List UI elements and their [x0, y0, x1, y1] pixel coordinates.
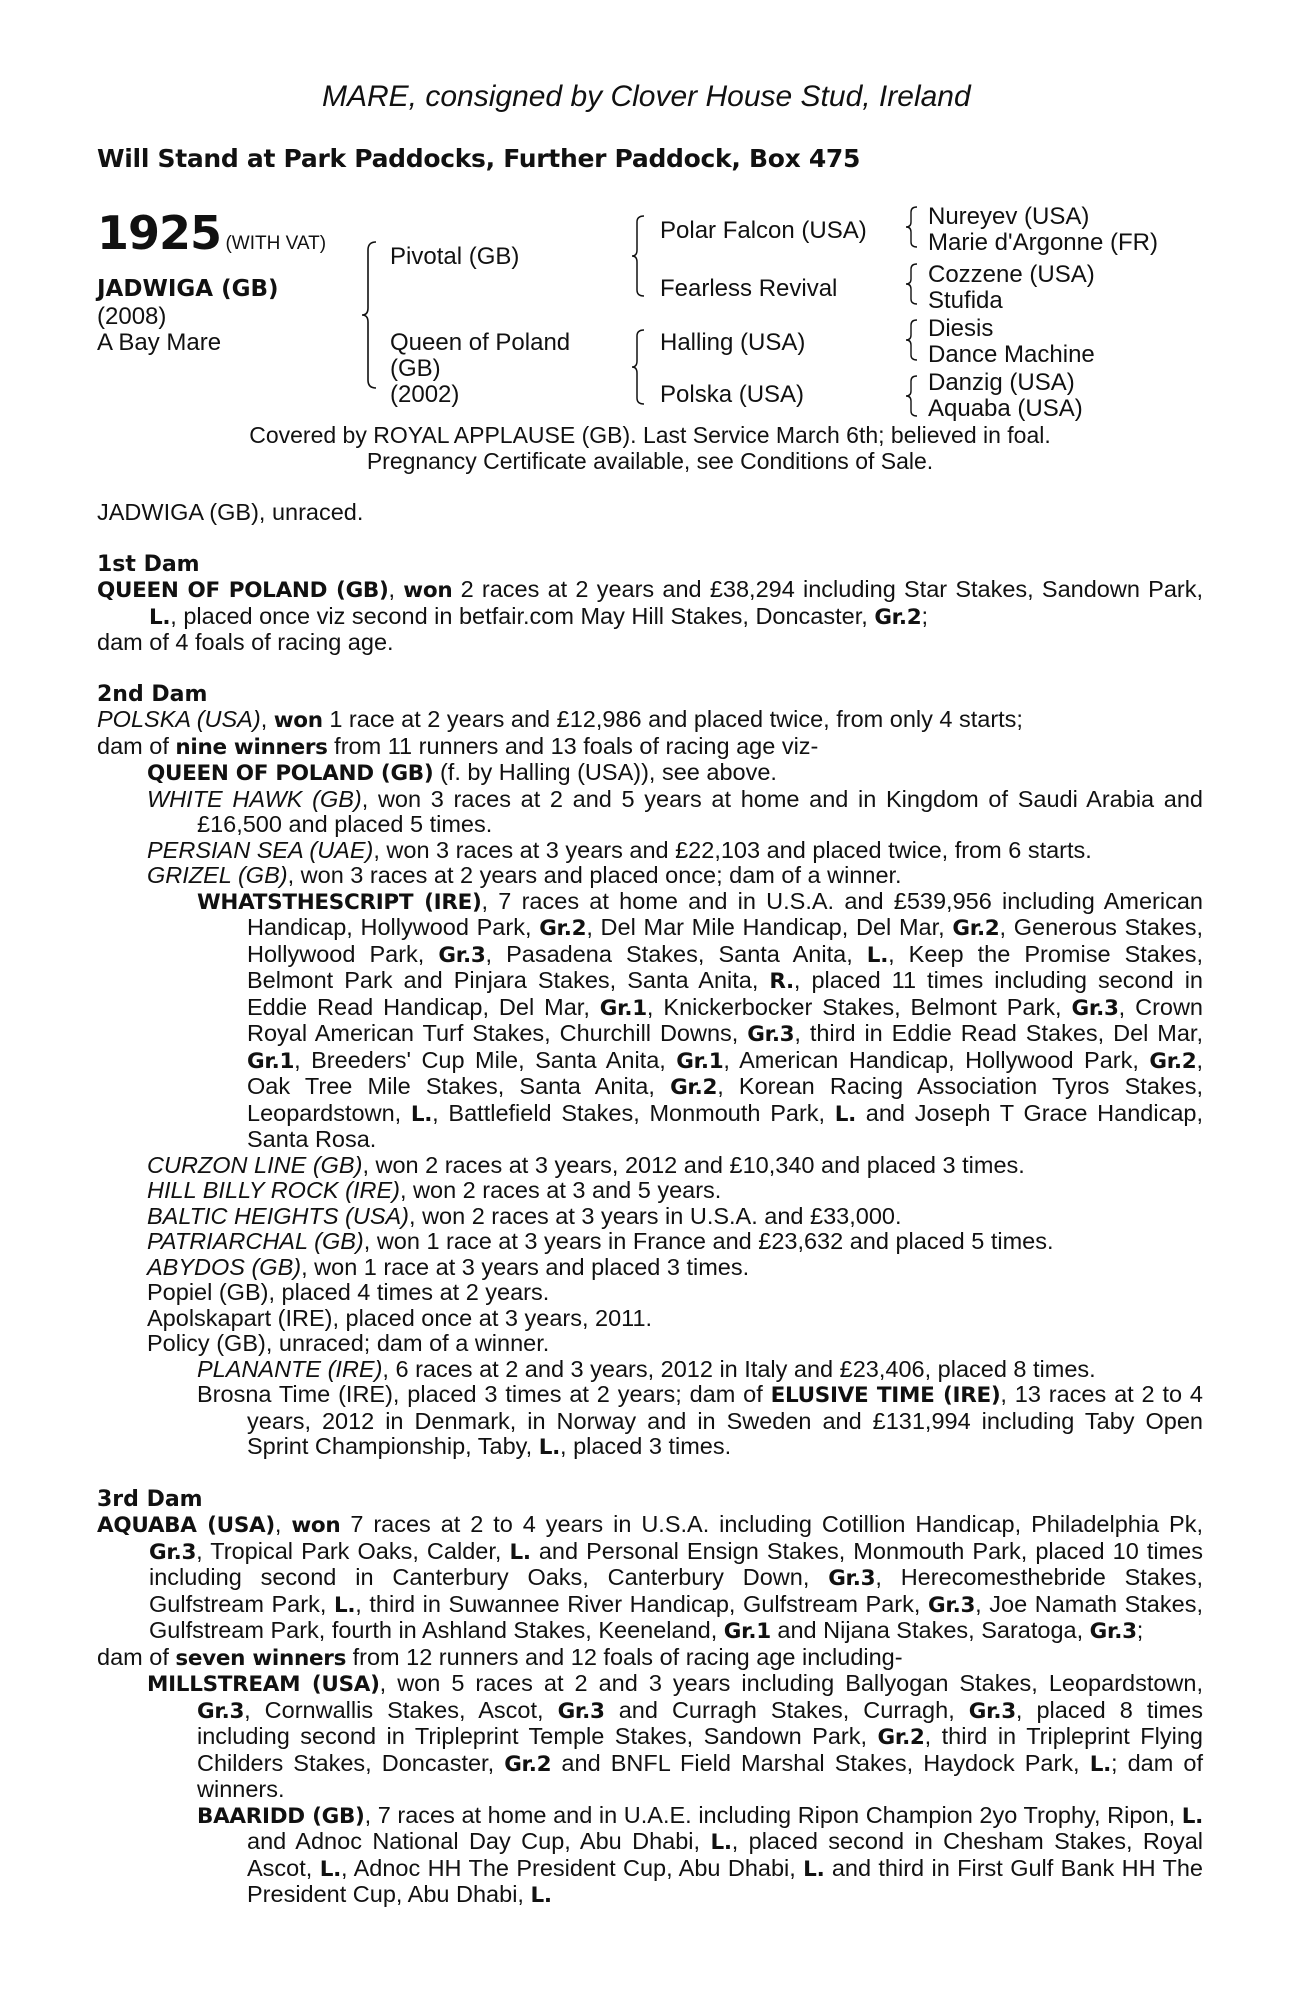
second-dam-record: POLSKA (USA), won 1 race at 2 years and £12,986 and placed twice, from only 4 starts; — [97, 706, 1023, 733]
pedigree-dam-line2: (GB) — [390, 355, 441, 382]
vat-label: (WITH VAT) — [225, 233, 327, 254]
pedigree-brace-ds — [904, 318, 920, 362]
first-dam-paragraph: QUEEN OF POLAND (GB), won 2 races at 2 years and £38,294 including Star Stakes, Sandown Park, L., placed once viz second in betfair.com May Hill Stakes, Doncaster, Gr.2; — [97, 576, 1203, 630]
list-item: MILLSTREAM (USA), won 5 races at 2 and 3 years including Ballyogan Stakes, Leopardstown, Gr.3, Cornwallis Stakes, Ascot, Gr.3 and Curragh Stakes, Curragh, Gr.3, placed 8 times including second in Tripleprint Temple Stakes, Sandown Park, Gr.2, third in Tripleprint Flying Childers Stakes, Doncaster, Gr.2 and BNFL Field Marshal Stakes, Haydock Park, L.; dam of winners. — [147, 1670, 1204, 1802]
list-item: WHITE HAWK (GB), won 3 races at 2 and 5 years at home and in Kingdom of Saudi Arabia and £16,500 and placed 5 times. — [147, 785, 1203, 837]
pedigree-sire-dam: Fearless Revival — [660, 275, 838, 302]
list-item: Brosna Time (IRE), placed 3 times at 2 years; dam of ELUSIVE TIME (IRE), 13 races at 2 to 4 years, 2012 in Denmark, in Norway and in Sweden and £131,994 including Taby Open Sprint Championship, Taby, L., placed 3 times. — [197, 1381, 1203, 1460]
covered-line2: Pregnancy Certificate available, see Conditions of Sale. — [366, 448, 934, 474]
list-item: Apolskapart (IRE), placed once at 3 years, 2011. — [147, 1304, 653, 1331]
first-dam-foals: dam of 4 foals of racing age. — [97, 629, 394, 655]
third-dam-produce: dam of seven winners from 12 runners and 12 foals of racing age including- — [97, 1643, 903, 1671]
list-item: WHATSTHESCRIPT (IRE), 7 races at home and in U.S.A. and £539,956 including American Handicap, Hollywood Park, Gr.2, Del Mar Mile Handicap, Del Mar, Gr.2, Generous Stakes, Hollywood Park, Gr.3, Pasadena Stakes, Santa Anita, L., Keep the Promise Stakes, Belmont Park and Pinjara Stakes, Santa Anita, R., placed 11 times including second in Eddie Read Handicap, Del Mar, Gr.1, Knickerbocker Stakes, Belmont Park, Gr.3, Crown Royal American Turf Stakes, Churchill Downs, Gr.3, third in Eddie Read Stakes, Del Mar, Gr.1, Breeders' Cup Mile, Santa Anita, Gr.1, American Handicap, Hollywood Park, Gr.2, Oak Tree Mile Stakes, Santa Anita, Gr.2, Korean Racing Association Tyros Stakes, Leopardstown, L., Battlefield Stakes, Monmouth Park, L. and Joseph T Grace Handicap, Santa Rosa. — [197, 887, 1204, 1152]
pedigree-ssd: Marie d'Argonne (FR) — [928, 229, 1158, 256]
list-item: CURZON LINE (GB), won 2 races at 3 years, 2012 and £10,340 and placed 3 times. — [147, 1151, 1025, 1178]
pedigree-dam-line3: (2002) — [390, 381, 460, 408]
list-item: HILL BILLY ROCK (IRE), won 2 races at 3 and 5 years. — [147, 1177, 722, 1203]
second-dam-produce: dam of nine winners from 11 runners and 13 foals of racing age viz- — [97, 732, 819, 760]
list-item: PATRIARCHAL (GB), won 1 race at 3 years in France and £23,632 and placed 5 times. — [147, 1228, 1054, 1254]
page-heading: MARE, consigned by Clover House Stud, Ireland — [322, 80, 971, 113]
first-dam-heading: 1st Dam — [97, 551, 200, 577]
pedigree-body — [97, 500, 1203, 1909]
third-dam-paragraph: AQUABA (USA), won 7 races at 2 to 4 years in U.S.A. including Cotillion Handicap, Philadelphia Pk, Gr.3, Tropical Park Oaks, Calder, L. and Personal Ensign Stakes, Monmouth Park, placed 10 times including second in Canterbury Oaks, Canterbury Down, Gr.3, Herecomesthebride Stakes, Gulfstream Park, L., third in Suwannee River Handicap, Gulfstream Park, Gr.3, Joe Namath Stakes, Gulfstream Park, fourth in Ashland Stakes, Keeneland, Gr.1 and Nijana Stakes, Saratoga, Gr.3; — [97, 1511, 1203, 1644]
list-item: ABYDOS (GB), won 1 race at 3 years and placed 3 times. — [147, 1253, 750, 1280]
list-item: PERSIAN SEA (UAE), won 3 races at 3 years and £22,103 and placed twice, from 6 starts. — [147, 836, 1092, 863]
pedigree-sds: Cozzene (USA) — [928, 261, 1095, 288]
list-item: GRIZEL (GB), won 3 races at 2 years and placed once; dam of a winner. — [147, 862, 902, 888]
lot-number-line — [97, 206, 326, 260]
pedigree-dam-line1: Queen of Poland — [390, 329, 571, 356]
list-item: QUEEN OF POLAND (GB) (f. by Halling (USA)), see above. — [147, 759, 777, 786]
horse-year: (2008) — [97, 303, 167, 330]
pedigree-ddd: Aquaba (USA) — [928, 395, 1083, 422]
covered-line1: Covered by ROYAL APPLAUSE (GB). Last Service March 6th; believed in foal. — [249, 422, 1051, 448]
pedigree-sire: Pivotal (GB) — [390, 243, 520, 270]
pedigree-brace-dam — [630, 328, 648, 406]
stand-location: Will Stand at Park Paddocks, Further Paddock, Box 475 — [97, 144, 861, 173]
pedigree-dsd: Dance Machine — [928, 341, 1095, 368]
lot-number: 1925 — [97, 206, 222, 260]
list-item: PLANANTE (IRE), 6 races at 2 and 3 years, 2012 in Italy and £23,406, placed 8 times. — [197, 1355, 1096, 1382]
pedigree-brace-sd — [904, 262, 920, 306]
pedigree-dds: Danzig (USA) — [928, 369, 1075, 396]
second-dam-heading: 2nd Dam — [97, 681, 208, 707]
pedigree-sire-sire: Polar Falcon (USA) — [660, 217, 867, 244]
pedigree-dss: Diesis — [928, 315, 994, 342]
unraced-line: JADWIGA (GB), unraced. — [97, 499, 364, 525]
pedigree-dam-sire: Halling (USA) — [660, 329, 806, 356]
third-dam-heading: 3rd Dam — [97, 1486, 203, 1512]
horse-description: A Bay Mare — [97, 329, 222, 356]
pedigree-brace-sire — [630, 214, 648, 298]
pedigree-brace-ss — [904, 205, 920, 249]
horse-name: JADWIGA (GB) — [97, 276, 279, 302]
pedigree-sdd: Stufida — [928, 287, 1003, 314]
pedigree-brace-main — [360, 240, 380, 390]
list-item: Policy (GB), unraced; dam of a winner. — [147, 1330, 550, 1356]
list-item: BAARIDD (GB), 7 races at home and in U.A.E. including Ripon Champion 2yo Trophy, Ripon, L. and Adnoc National Day Cup, Abu Dhabi, L., placed second in Chesham Stakes, Royal Ascot, L., Adnoc HH The President Cup, Abu Dhabi, L. and third in First Gulf Bank HH The President Cup, Abu Dhabi, L. — [197, 1801, 1203, 1908]
pedigree-dam-dam: Polska (USA) — [660, 381, 805, 408]
list-item: Popiel (GB), placed 4 times at 2 years. — [147, 1279, 550, 1305]
pedigree-brace-dd — [904, 374, 920, 418]
list-item: BALTIC HEIGHTS (USA), won 2 races at 3 years in U.S.A. and £33,000. — [147, 1202, 902, 1229]
pedigree-sss: Nureyev (USA) — [928, 203, 1090, 230]
